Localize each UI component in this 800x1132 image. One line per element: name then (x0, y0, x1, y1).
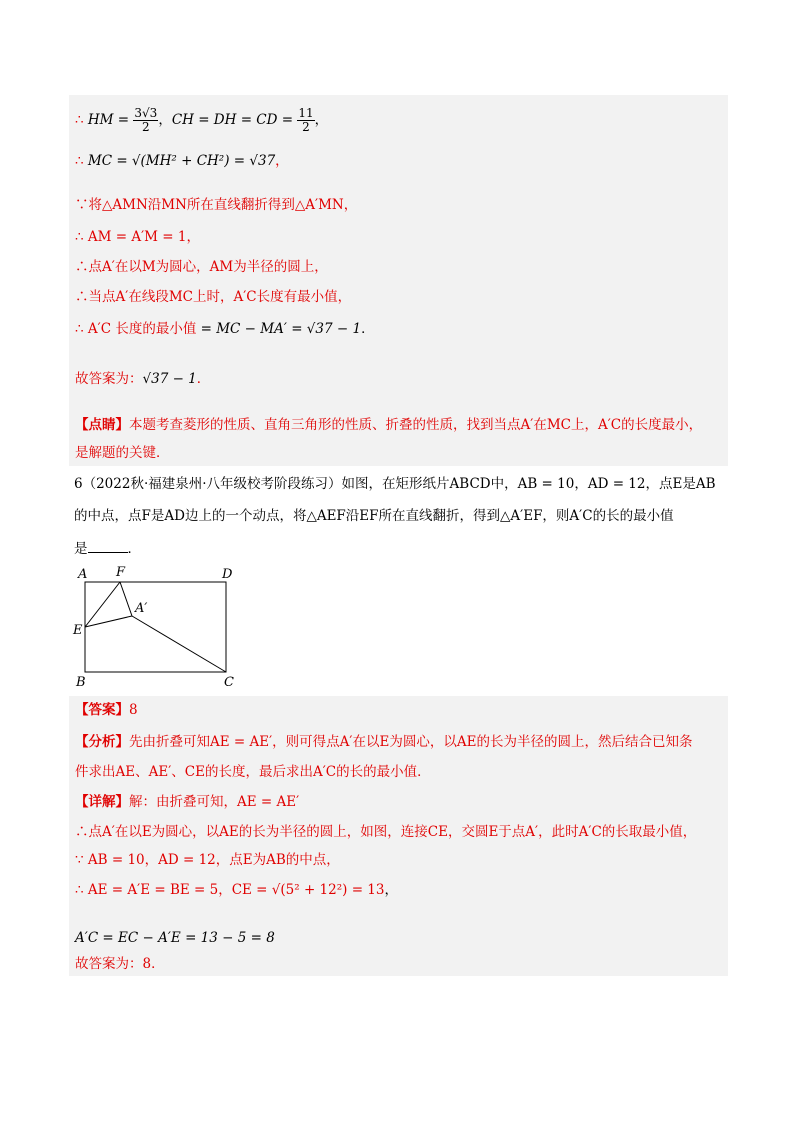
solution-line-1: ∴ HM = $\frac{3√3}{2}$ ，CH = DH = CD = $\frac{11}{2}$ ， (75, 106, 329, 134)
rectangle-abcd (85, 582, 226, 672)
label-A-prime: A′ (135, 601, 148, 616)
solution-line-8: 故答案为：√37 − 1． (75, 371, 211, 387)
solution-line-5: ∴点A′在以M为圆心，AM为半径的圆上， (75, 259, 328, 275)
question-6-line-3: 是 ． (74, 538, 141, 559)
solution-line-9: 【点睛】本题考查菱形的性质、直角三角形的性质、折叠的性质，找到当点A′在MC上，A′C的长度最小， (75, 417, 703, 433)
detail-line-4: ∴ AE = A′E = BE = 5，CE = √(5² + 12²) = 13， (75, 882, 398, 898)
geometry-figure (70, 562, 250, 690)
solution-block-6 (69, 696, 728, 976)
solution-line-3: ∵将△AMN沿MN所在直线翻折得到△A′MN， (75, 197, 358, 213)
question-6-line-2: 的中点，点F是AD边上的一个动点，将△AEF沿EF所在直线翻折，得到△A′EF，则A′C的长的最小值 (74, 508, 674, 524)
label-C: C (224, 675, 234, 690)
segment-FA-prime (120, 582, 132, 616)
solution-line-7: ∴ A′C 长度的最小值 = MC − MA′ = √37 − 1． (75, 321, 375, 337)
fraction: $\frac{11}{2}$ (298, 106, 314, 134)
answer-line: 【答案】8 (75, 702, 138, 718)
detail-line-6: 故答案为：8． (75, 956, 165, 972)
solution-block-5 (69, 95, 728, 466)
solution-line-2: ∴ MC = √(MH² + CH²) = √37， (75, 153, 289, 169)
detail-line-5: A′C = EC − A′E = 13 − 5 = 8 (75, 930, 275, 946)
detail-line-1: 【详解】解：由折叠可知，AE = AE′ (75, 794, 300, 810)
solution-line-10: 是解题的关键． (75, 445, 170, 461)
label-E: E (73, 623, 83, 638)
solution-line-6: ∴当点A′在线段MC上时，A′C长度有最小值， (75, 289, 352, 305)
question-6-line-1: 6（2022秋·福建泉州·八年级校考阶段练习）如图，在矩形纸片ABCD中，AB = 10，AD = 12，点E是AB (74, 476, 716, 492)
fraction: $\frac{3√3}{2}$ (134, 106, 158, 134)
analysis-line-2: 件求出AE、AE′、CE的长度，最后求出A′C的长的最小值． (75, 764, 431, 780)
answer-blank (88, 538, 128, 553)
label-B: B (76, 675, 86, 690)
segment-A-prime-C (132, 616, 226, 672)
detail-line-3: ∵ AB = 10，AD = 12，点E为AB的中点， (75, 852, 340, 868)
solution-line-4: ∴ AM = A′M = 1， (75, 229, 200, 245)
label-D: D (222, 567, 233, 582)
label-A: A (78, 567, 88, 582)
analysis-line-1: 【分析】先由折叠可知AE = AE′，则可得点A′在以E为圆心，以AE的长为半径的圆上，然后结合已知条 (75, 734, 693, 750)
detail-line-2: ∴点A′在以E为圆心，以AE的长为半径的圆上，如图，连接CE，交圆E于点A′，此时A′C的长取最小值， (75, 824, 697, 840)
label-F: F (116, 565, 126, 580)
